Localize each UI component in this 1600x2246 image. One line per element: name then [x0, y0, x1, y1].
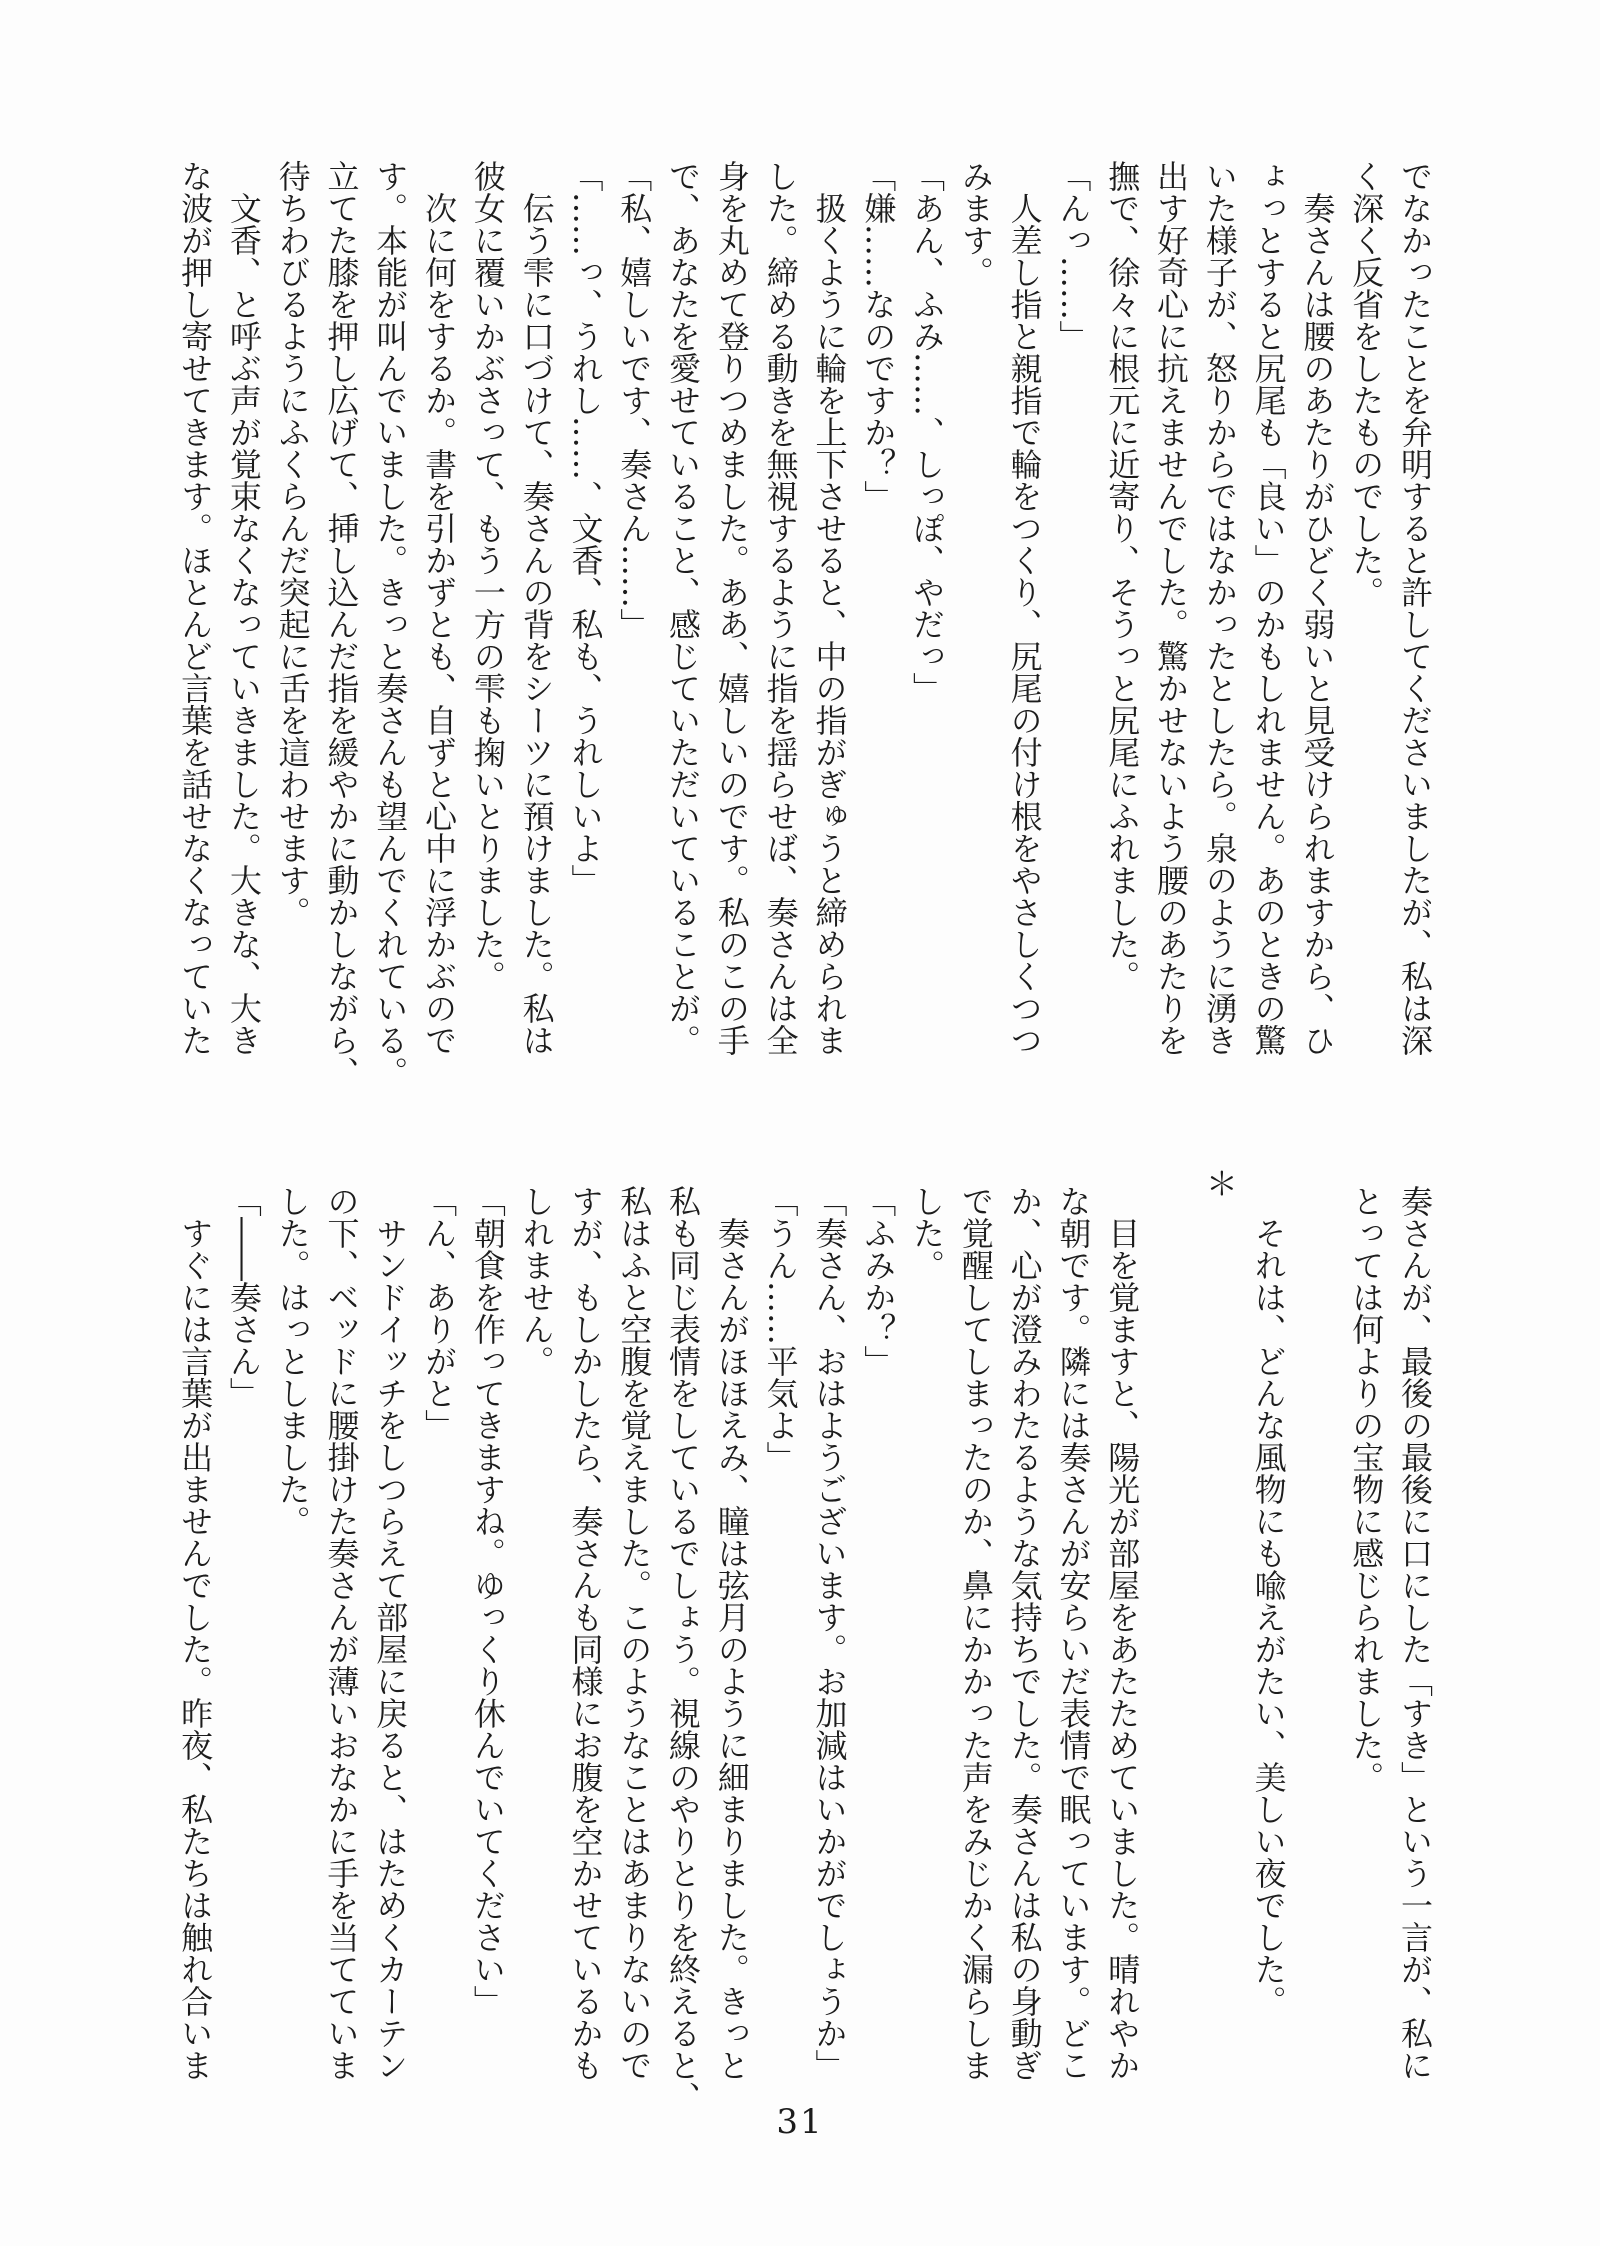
- text-column: 身を丸めて登りつめました。ああ、嬉しいのです。私のこの手: [712, 160, 751, 1056]
- text-column: 「……っ、うれし……、文香、私も、うれしいよ」: [566, 160, 605, 896]
- text-column: 「うん……平気よ」: [761, 1185, 800, 1473]
- text-column: 「あん、ふみ……、しっぽ、やだっ」: [908, 160, 947, 704]
- text-column: 目を覚ますと、陽光が部屋をあたためていました。晴れやか: [1103, 1185, 1142, 2081]
- text-column: 「朝食を作ってきますね。ゆっくり休んでいてください」: [468, 1185, 507, 2017]
- text-column: く深く反省をしたものでした。: [1347, 160, 1386, 608]
- text-column: で、あなたを愛せていること、感じていただいていることが。: [664, 160, 703, 1056]
- text-column: 人差し指と親指で輪をつくり、尻尾の付け根をやさしくつつ: [1005, 160, 1044, 1056]
- text-column: ょっとすると尻尾も「良い」のかもしれません。あのときの驚: [1249, 160, 1288, 1056]
- text-column: でなかったことを弁明すると許してくださいましたが、私は深: [1396, 160, 1434, 1056]
- text-column: サンドイッチをしつらえて部屋に戻ると、はためくカーテン: [371, 1185, 410, 2081]
- text-column: 立てた膝を押し広げて、挿し込んだ指を緩やかに動かしながら、: [322, 160, 361, 1088]
- blank-column: [1293, 1185, 1342, 2085]
- text-column: 扱くように輪を上下させると、中の指がぎゅうと締められま: [810, 160, 849, 1056]
- text-column: 文香、と呼ぶ声が覚束なくなっていきました。大きな、大き: [224, 160, 263, 1056]
- text-column: 出す好奇心に抗えませんでした。驚かせないよう腰のあたりを: [1152, 160, 1191, 1056]
- text-column: の下、ベッドに腰掛けた奏さんが薄いおなかに手を当てていま: [322, 1185, 361, 2081]
- text-column: それは、どんな風物にも喩えがたい、美しい夜でした。: [1249, 1185, 1288, 2017]
- text-column: 次に何をするか。書を引かずとも、自ずと心中に浮かぶので: [420, 160, 459, 1056]
- text-column: 「ふみか？」: [859, 1185, 898, 1377]
- text-column: すぐには言葉が出ませんでした。昨夜、私たちは触れ合いま: [176, 1185, 215, 2081]
- text-column: 私も同じ表情をしているでしょう。視線のやりとりを終えると、: [664, 1185, 703, 2113]
- text-column: で覚醒してしまったのか、鼻にかかった声をみじかく漏らしま: [956, 1185, 995, 2081]
- text-column: か、心が澄みわたるような気持ちでした。奏さんは私の身動ぎ: [1005, 1185, 1044, 2081]
- text-column: 奏さんが、最後の最後に口にした「すき」という一言が、私に: [1396, 1185, 1434, 2081]
- page-number: 31: [776, 2102, 824, 2142]
- text-column: 「んっ……」: [1054, 160, 1093, 352]
- text-column: 彼女に覆いかぶさって、もう一方の雫も掬いとりました。: [468, 160, 507, 992]
- top-text-block: [170, 160, 1439, 1088]
- text-column: 撫で、徐々に根元に近寄り、そうっと尻尾にふれました。: [1103, 160, 1142, 992]
- text-column: 「――奏さん」: [224, 1185, 263, 1409]
- text-column: 「私、嬉しいです、奏さん……」: [615, 160, 654, 640]
- text-column: 「ん、ありがと」: [420, 1185, 459, 1441]
- text-column: しれません。: [517, 1185, 556, 1377]
- text-column: 奏さんは腰のあたりがひどく弱いと見受けられますから、ひ: [1298, 160, 1337, 1056]
- text-column: した。締める動きを無視するように指を揺らせば、奏さんは全: [761, 160, 800, 1056]
- text-column: いた様子が、怒りからではなかったとしたら。泉のように湧き: [1200, 160, 1239, 1056]
- text-column: 奏さんがほほえみ、瞳は弦月のように細まりました。きっと: [712, 1185, 751, 2081]
- text-column: 待ちわびるようにふくらんだ突起に舌を這わせます。: [273, 160, 312, 928]
- bottom-text-block: [170, 1167, 1439, 2113]
- text-column: すが、もしかしたら、奏さんも同様にお腹を空かせているかも: [566, 1185, 605, 2081]
- text-column: す。本能が叫んでいました。きっと奏さんも望んでくれている。: [371, 160, 410, 1088]
- text-column: した。: [908, 1185, 947, 1281]
- text-column: 「嫌……なのですか？」: [859, 160, 898, 512]
- scene-break-asterisk: ＊: [1200, 1167, 1239, 1199]
- text-column: 私はふと空腹を覚えました。このようなことはあまりないので: [615, 1185, 654, 2081]
- blank-column: [1146, 1185, 1195, 2085]
- text-column: 伝う雫に口づけて、奏さんの背をシーツに預けました。私は: [517, 160, 556, 1056]
- text-column: 「奏さん、おはようございます。お加減はいかがでしょうか」: [810, 1185, 849, 2081]
- text-column: した。はっとしました。: [273, 1185, 312, 1537]
- text-column: とっては何よりの宝物に感じられました。: [1347, 1185, 1386, 1793]
- text-column: な朝です。隣には奏さんが安らいだ表情で眠っています。どこ: [1054, 1185, 1093, 2081]
- text-column: な波が押し寄せてきます。ほとんど言葉を話せなくなっていた: [176, 160, 215, 1056]
- text-column: みます。: [956, 160, 995, 288]
